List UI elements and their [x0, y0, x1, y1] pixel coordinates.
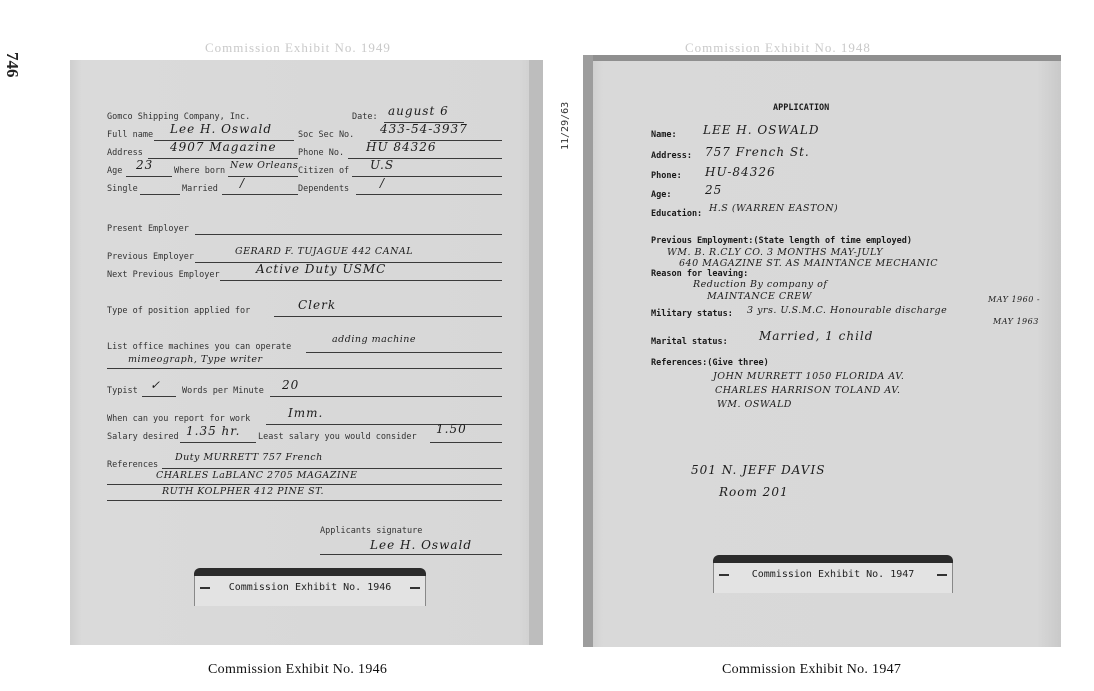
company-name: Gomco Shipping Company, Inc. — [107, 112, 251, 122]
age-value-2: 25 — [705, 183, 723, 197]
exhibit-1947-label-tab — [713, 555, 953, 593]
military-status-label: Military status: — [651, 309, 733, 319]
least-salary-value: 1.50 — [436, 422, 467, 436]
marital-status-label: Marital status: — [651, 337, 728, 347]
previous-employment-label: Previous Employment:(State length of time employed) — [651, 236, 912, 246]
right-reference-2: CHARLES HARRISON TOLAND AV. — [715, 385, 901, 396]
marital-status-value: Married, 1 child — [759, 329, 874, 343]
military-dates-2: MAY 1963 — [993, 317, 1039, 326]
wpm-label: Words per Minute — [182, 386, 264, 396]
age-value: 23 — [136, 158, 154, 172]
phone-value: HU 84326 — [366, 140, 437, 154]
reason-leaving-label: Reason for leaving: — [651, 269, 749, 279]
date-label: Date: — [352, 112, 378, 122]
report-value: Imm. — [288, 406, 324, 420]
reference-3: RUTH KOLPHER 412 PINE ST. — [162, 486, 325, 497]
ghost-header-right: Commission Exhibit No. 1948 — [685, 40, 871, 55]
phone-label-2: Phone: — [651, 171, 682, 181]
reason-leaving-value-2: MAINTANCE CREW — [707, 291, 812, 302]
application-heading: APPLICATION — [773, 103, 830, 113]
least-salary-label: Least salary you would consider — [258, 432, 417, 442]
wpm-value: 20 — [282, 378, 300, 392]
next-previous-employer-value: Active Duty USMC — [256, 262, 387, 276]
exhibit-1946-label: Commission Exhibit No. 1946 — [228, 582, 392, 593]
married-label: Married — [182, 184, 218, 194]
exhibit-1947-label: Commission Exhibit No. 1947 — [751, 569, 915, 580]
age-label: Age — [107, 166, 123, 176]
reference-1: Duty MURRETT 757 French — [175, 452, 323, 463]
page-number: 746 — [3, 52, 22, 78]
soc-sec-value: 433-54-3937 — [380, 122, 468, 136]
present-employer-label: Present Employer — [107, 224, 189, 234]
caption-exhibit-1946: Commission Exhibit No. 1946 — [208, 662, 388, 677]
previous-employment-2: 640 MAGAZINE ST. AS MAINTANCE MECHANIC — [679, 258, 938, 269]
references-label: References — [107, 460, 159, 470]
next-previous-employer-label: Next Previous Employer — [107, 270, 220, 280]
married-value: / — [240, 176, 246, 190]
education-label: Education: — [651, 209, 703, 219]
born-label: Where born — [174, 166, 226, 176]
address-value: 4907 Magazine — [170, 140, 277, 154]
exhibit-1946-label-tab — [194, 568, 426, 606]
salary-value: 1.35 hr. — [186, 424, 241, 438]
reference-2: CHARLES LaBLANC 2705 MAGAZINE — [156, 470, 358, 481]
previous-employment-1: WM. B. R.CLY CO. 3 MONTHS MAY-JULY — [667, 247, 883, 258]
phone-label: Phone No. — [298, 148, 345, 158]
right-reference-3: WM. OSWALD — [717, 399, 792, 410]
name-label: Name: — [651, 130, 677, 140]
note-address: 501 N. JEFF DAVIS — [691, 463, 826, 477]
military-status-value: 3 yrs. U.S.M.C. Honourable discharge — [747, 305, 948, 316]
exhibit-1947-document — [583, 55, 1061, 647]
name-value: LEE H. OSWALD — [703, 123, 820, 137]
date-value: august 6 — [388, 104, 449, 118]
references-label-2: References:(Give three) — [651, 358, 769, 368]
phone-value-2: HU-84326 — [705, 165, 776, 179]
report-label: When can you report for work — [107, 414, 251, 424]
applicant-signature: Lee H. Oswald — [370, 538, 473, 552]
note-room: Room 201 — [719, 485, 789, 499]
soc-sec-label: Soc Sec No. — [298, 130, 355, 140]
caption-exhibit-1947: Commission Exhibit No. 1947 — [722, 662, 902, 677]
ghost-header-left: Commission Exhibit No. 1949 — [205, 40, 391, 55]
citizen-value: U.S — [370, 158, 395, 172]
right-reference-1: JOHN MURRETT 1050 FLORIDA AV. — [713, 371, 905, 382]
citizen-label: Citizen of — [298, 166, 350, 176]
typist-checkmark: ✓ — [150, 378, 162, 392]
previous-employer-label: Previous Employer — [107, 252, 194, 262]
address-label-2: Address: — [651, 151, 692, 161]
education-value: H.S (WARREN EASTON) — [709, 203, 839, 214]
age-label-2: Age: — [651, 190, 672, 200]
typist-label: Typist — [107, 386, 138, 396]
exhibit-1946-document — [70, 60, 543, 645]
address-label: Address — [107, 148, 143, 158]
date-stamp: 11/29/63 — [560, 101, 571, 150]
full-name-label: Full name — [107, 130, 154, 140]
office-machines-label: List office machines you can operate — [107, 342, 292, 352]
full-name-value: Lee H. Oswald — [170, 122, 273, 136]
office-machines-value-1: adding machine — [332, 334, 416, 345]
signature-label: Applicants signature — [320, 526, 423, 536]
single-label: Single — [107, 184, 138, 194]
position-value: Clerk — [298, 298, 337, 312]
military-dates-1: MAY 1960 - — [988, 295, 1041, 304]
reason-leaving-value-1: Reduction By company of — [693, 279, 828, 290]
salary-label: Salary desired — [107, 432, 179, 442]
born-value: New Orleans — [230, 160, 299, 171]
address-value-2: 757 French St. — [705, 145, 810, 159]
dependents-label: Dependents — [298, 184, 350, 194]
dependents-value: / — [380, 176, 386, 190]
office-machines-value-2: mimeograph, Type writer — [128, 354, 263, 365]
position-label: Type of position applied for — [107, 306, 251, 316]
previous-employer-value: GERARD F. TUJAGUE 442 CANAL — [235, 246, 414, 257]
